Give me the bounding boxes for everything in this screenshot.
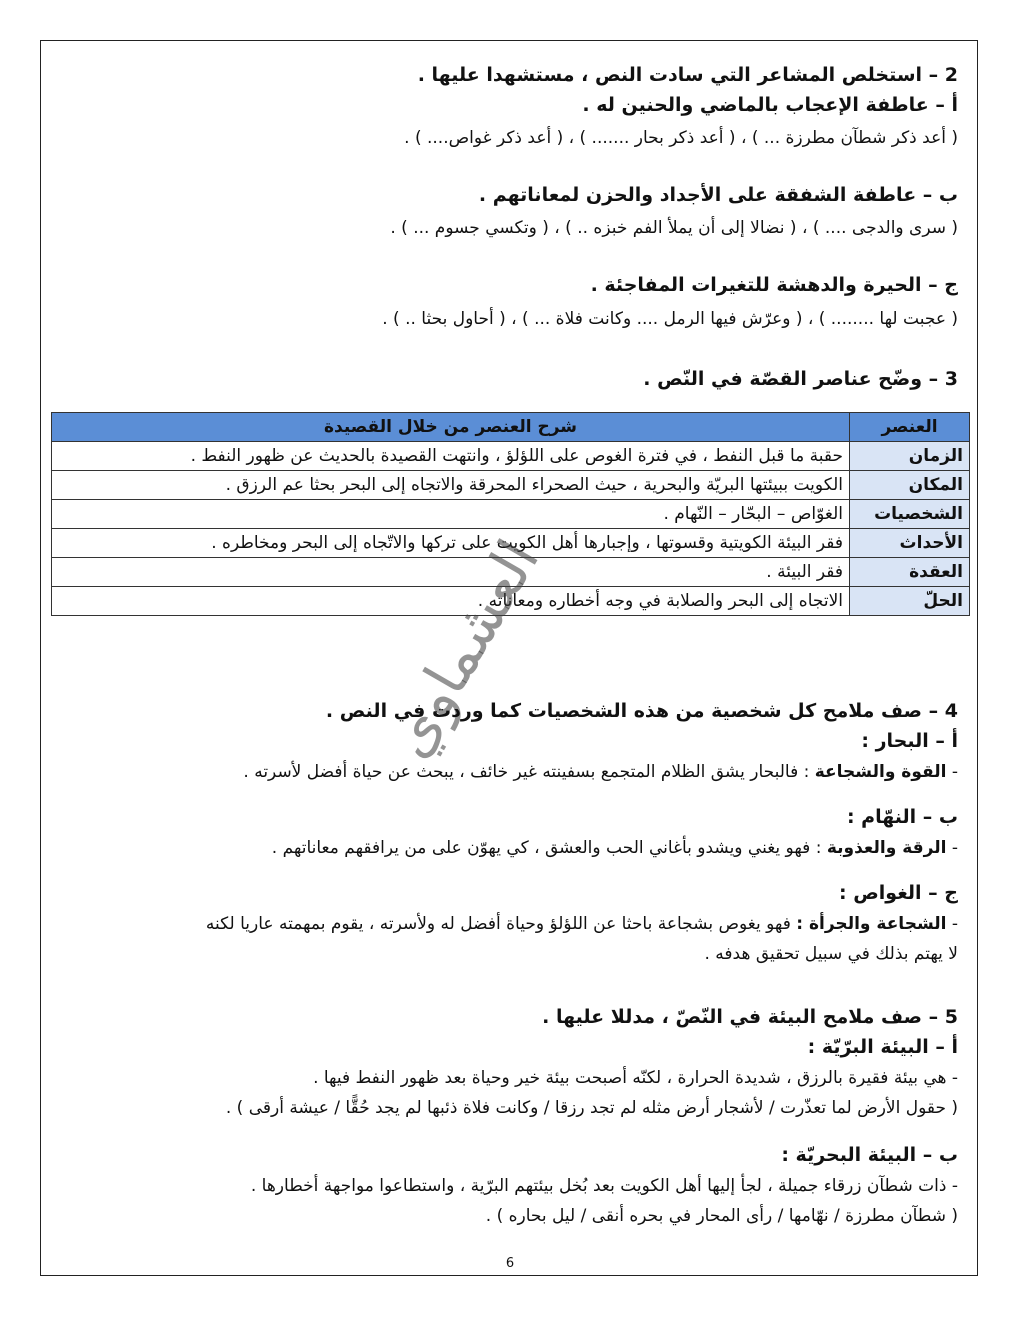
row-explanation: الاتجاه إلى البحر والصلابة في وجه أخطاره ومعاناته .: [52, 587, 850, 616]
q4-c-line: - الشجاعة والجرأة : فهو يغوص بشجاعة باحثا عن اللؤلؤ وحياة أفضل له ولأسرته ، يقوم بمهمته عاريا لكنه: [205, 914, 958, 934]
q4-c-title: ج – الغواص :: [839, 882, 958, 904]
q4-c-text: فهو يغوص بشجاعة باحثا عن اللؤلؤ وحياة أفضل له ولأسرته ، يقوم بمهمته عاريا لكنه: [205, 914, 797, 934]
q3-title: 3 – وضّح عناصر القصّة في النّص .: [643, 368, 958, 390]
q4-a-label: القوة والشجاعة: [814, 762, 947, 782]
watermark: العشماوي: [374, 528, 553, 769]
table-row: [52, 442, 970, 471]
q5-b-title: ب – البيئة البحريّة :: [781, 1144, 958, 1166]
q4-title: 4 – صف ملامح كل شخصية من هذه الشخصيات كما وردت في النص .: [325, 700, 958, 722]
row-explanation: حقبة ما قبل النفط ، في فترة الغوص على اللؤلؤ ، وانتهت القصيدة بالحديث عن ظهور النفط .: [52, 442, 850, 471]
page-number: 6: [505, 1256, 515, 1271]
row-explanation: فقر البيئة .: [52, 558, 850, 587]
row-explanation: الكويت ببيئتها البريّة والبحرية ، حيث الصحراء المحرقة والاتجاه إلى البحر بحثا عم الرزق .: [52, 471, 850, 500]
q4-b-line: - الرقة والعذوبة : فهو يغني ويشدو بأغاني الحب والعشق ، كي يهوّن على من يرافقهم معاناتهم .: [271, 838, 958, 858]
row-explanation: الغوّاص – البحّار – النّهام .: [52, 500, 850, 529]
q5-b-quotes: ( شطآن مطرزة / نهّامها / رأى المحار في بحره أنقى / ليل بحاره ) .: [485, 1206, 958, 1226]
q4-a-text: : فالبحار يشق الظلام المتجمع بسفينته غير خائف ، يبحث عن حياة أفضل لأسرته .: [243, 762, 815, 782]
q5-a-quotes: ( حقول الأرض لما تعذّرت / لأشجار أرض مثله لم تجد رزقا / وكانت فلاة ذئبها لم يجد حُقًّا / عيشة أرقى ) .: [225, 1098, 958, 1118]
q2-a-quotes: ( أعد ذكر شطآن مطرزة ... ) ، ( أعد ذكر بحار ....... ) ، ( أعد ذكر غواص.... ) .: [404, 128, 958, 148]
q5-title: 5 – صف ملامح البيئة في النّصّ ، مدللا عليها .: [542, 1006, 958, 1028]
q2-b-title: ب – عاطفة الشفقة على الأجداد والحزن لمعاناتهم .: [478, 184, 958, 206]
q2-title: 2 – استخلص المشاعر التي سادت النص ، مستشهدا عليها .: [417, 64, 958, 86]
q4-b-title: ب – النهّام :: [846, 806, 958, 828]
q2-c-quotes: ( عجبت لها ........ ) ، ( وعرّش فيها الرمل .... وكانت فلاة ... ) ، ( أحاول بحثا .. ) .: [382, 309, 958, 329]
header-explanation: شرح العنصر من خلال القصيدة: [52, 413, 850, 442]
q2-b-quotes: ( سرى والدجى .... ) ، ( نضالا إلى أن يملأ الفم خبزه .. ) ، ( وتكسي جسوم ... ) .: [390, 218, 958, 238]
header-element: العنصر: [850, 413, 970, 442]
q4-c-label: الشجاعة والجرأة :: [796, 914, 947, 934]
q5-b-text: - ذات شطآن زرقاء جميلة ، لجأ إليها أهل الكويت بعد بُخل بيئتهم البرّية ، واستطاعوا مواجهة أخطارها .: [250, 1176, 958, 1196]
q2-c-title: ج – الحيرة والدهشة للتغيرات المفاجئة .: [590, 274, 958, 296]
q5-a-text: - هي بيئة فقيرة بالرزق ، شديدة الحرارة ، لكنّه أصبحت بيئة خير وحياة بعد ظهور النفط فيها .: [313, 1068, 958, 1088]
table-header-row: [52, 413, 970, 442]
q2-a-title: أ – عاطفة الإعجاب بالماضي والحنين له .: [582, 94, 958, 116]
row-element: الحلّ: [850, 587, 970, 616]
q4-a-title: أ – البحار :: [861, 730, 958, 752]
row-explanation: فقر البيئة الكويتية وقسوتها ، وإجبارها أهل الكويت على تركها والاتّجاه إلى البحر ومخاطره .: [52, 529, 850, 558]
row-element: الزمان: [850, 442, 970, 471]
q4-b-text: : فهو يغني ويشدو بأغاني الحب والعشق ، كي يهوّن على من يرافقهم معاناتهم .: [271, 838, 827, 858]
q4-a-line: - القوة والشجاعة : فالبحار يشق الظلام المتجمع بسفينته غير خائف ، يبحث عن حياة أفضل لأسرته .: [243, 762, 958, 782]
row-element: الشخصيات: [850, 500, 970, 529]
row-element: الأحداث: [850, 529, 970, 558]
table-row: [52, 471, 970, 500]
row-element: المكان: [850, 471, 970, 500]
q5-a-title: أ – البيئة البرّيّة :: [807, 1036, 958, 1058]
row-element: العقدة: [850, 558, 970, 587]
table-row: [52, 500, 970, 529]
q4-c-line2: لا يهتم بذلك في سبيل تحقيق هدفه .: [704, 944, 958, 964]
q4-b-label: الرقة والعذوبة: [826, 838, 947, 858]
